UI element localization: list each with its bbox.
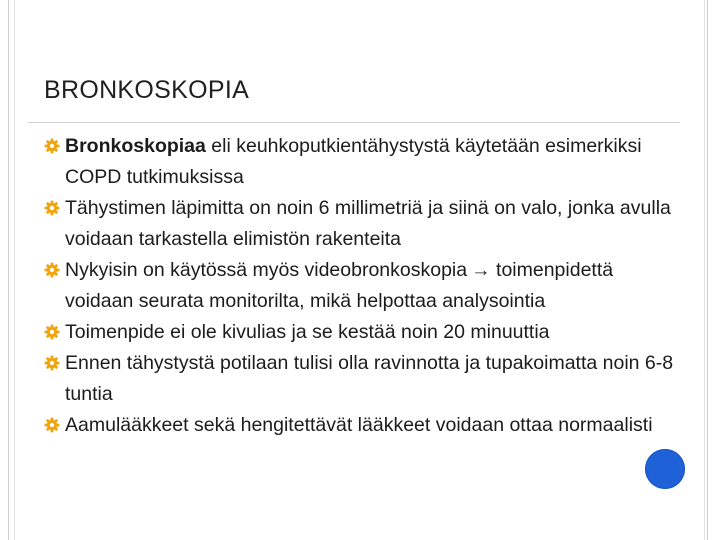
bullet-text: Aamulääkkeet sekä hengitettävät lääkkeet voidaan ottaa normaalisti <box>65 414 653 436</box>
bullet-item <box>44 255 684 317</box>
slide-title: BRONKOSKOPIA <box>44 76 250 104</box>
title-divider <box>28 122 680 123</box>
bullet-bold-term: Bronkoskopiaa <box>65 135 206 157</box>
gear-icon <box>44 324 60 340</box>
arrow-right-icon: → <box>471 259 491 281</box>
bullet-body-continued: toimenpidettä voidaan seurata monitorilta, mikä helpottaa analysointia <box>65 259 614 312</box>
gear-icon <box>44 417 60 433</box>
frame-line-left <box>14 0 15 540</box>
bullet-text <box>65 131 684 193</box>
bullet-body: eli keuhkoputkientähystystä käytetään esimerkiksi COPD tutkimuksissa <box>65 135 642 188</box>
gear-icon <box>44 355 60 371</box>
bullet-item <box>44 410 684 441</box>
accent-circle <box>645 449 685 489</box>
bullet-text: Toimenpide ei ole kivulias ja se kestää noin 20 minuuttia <box>65 321 550 343</box>
gear-icon <box>44 262 60 278</box>
bullet-body: Nykyisin on käytössä myös videobronkoskopia <box>65 259 468 281</box>
bullet-text: Ennen tähystystä potilaan tulisi olla ravinnotta ja tupakoimatta noin 6-8 tuntia <box>65 352 674 405</box>
bullet-text <box>65 255 684 317</box>
gear-icon <box>44 138 60 154</box>
bullet-item <box>44 348 684 410</box>
bullet-item <box>44 317 684 348</box>
bullet-text: Tähystimen läpimitta on noin 6 millimetriä ja siinä on valo, jonka avulla voidaan tarkastella elimistön rakenteita <box>65 197 671 250</box>
bullet-list <box>44 131 684 441</box>
frame-line-right <box>704 0 705 540</box>
bullet-item <box>44 131 684 193</box>
gear-icon <box>44 200 60 216</box>
bullet-item <box>44 193 684 255</box>
